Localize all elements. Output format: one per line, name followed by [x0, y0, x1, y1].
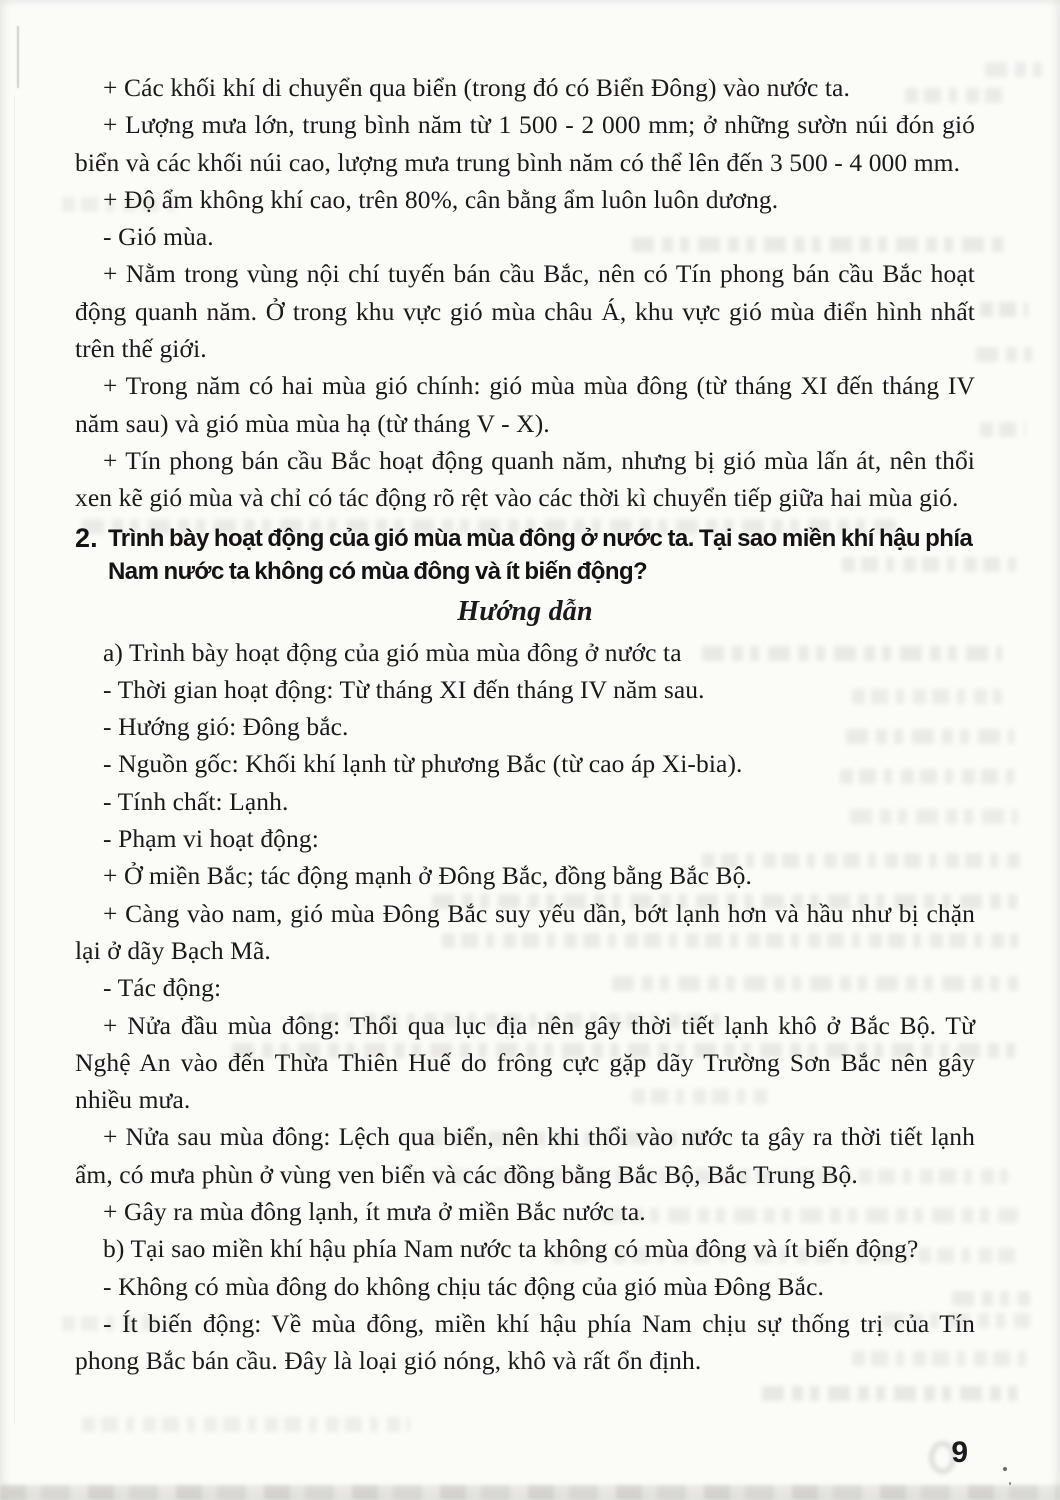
answer-paragraph: - Phạm vi hoạt động:	[103, 824, 319, 854]
intro-paragraph: - Gió mùa.	[103, 222, 214, 252]
scan-edge-mark	[14, 95, 15, 1425]
ink-speck	[1003, 1467, 1007, 1471]
question-text: Trình bày hoạt động của gió mùa mùa đông ở nước ta. Tại sao miền khí hậu phía Nam nước ta không có mùa đông và ít biến động?	[108, 524, 973, 586]
answer-paragraph: - Tính chất: Lạnh.	[103, 786, 289, 816]
intro-paragraph: + Trong năm có hai mùa gió chính: gió mùa mùa đông (từ tháng XI đến tháng IV năm sau) và gió mùa mùa hạ (từ tháng V - X).	[75, 371, 975, 438]
bleed-artifact	[980, 302, 1028, 317]
intro-paragraph: + Lượng mưa lớn, trung bình năm từ 1 500 - 2 000 mm; ở những sườn núi đón gió biển và các khối núi cao, lượng mưa trung bình năm có thể lên đến 3 500 - 4 000 mm.	[75, 110, 975, 177]
page-number: 9	[951, 1436, 968, 1469]
answer-paragraph: + Ở miền Bắc; tác động mạnh ở Đông Bắc, đồng bằng Bắc Bộ.	[103, 861, 752, 891]
answer-paragraph: b) Tại sao miền khí hậu phía Nam nước ta không có mùa đông và ít biến động?	[103, 1234, 919, 1264]
intro-paragraph: + Nằm trong vùng nội chí tuyến bán cầu Bắc, nên có Tín phong bán cầu Bắc hoạt động quanh năm. Ở trong khu vực gió mùa châu Á, khu vực gió mùa điển hình nhất trên thế giới.	[75, 259, 975, 364]
answer-paragraph: - Ít biến động: Về mùa đông, miền khí hậu phía Nam chịu sự thống trị của Tín phong Bắc bán cầu. Đây là loại gió nóng, khô và rất ổn định.	[75, 1308, 975, 1376]
ink-speck	[1009, 1482, 1011, 1485]
bleed-artifact	[976, 347, 1032, 362]
answer-paragraph: - Không có mùa đông do không chịu tác động của gió mùa Đông Bắc.	[103, 1271, 824, 1301]
guide-heading: Hướng dẫn	[457, 595, 593, 627]
question-heading	[75, 522, 975, 589]
answer-paragraph: - Tác động:	[103, 973, 222, 1003]
text-column	[75, 69, 975, 1380]
answer-paragraph: + Càng vào nam, gió mùa Đông Bắc suy yếu dần, bớt lạnh hơn và hầu như bị chặn lại ở dãy Bạch Mã.	[75, 898, 975, 965]
answer-paragraph: + Nửa đầu mùa đông: Thổi qua lục địa nên gây thời tiết lạnh khô ở Bắc Bộ. Từ Nghệ An vào đến Thừa Thiên Huế do frông cực gặp dãy Trường Sơn Bắc nên gây nhiều mưa.	[75, 1010, 975, 1115]
bleed-artifact	[762, 1386, 1020, 1401]
intro-paragraph: + Các khối khí di chuyển qua biển (trong đó có Biển Đông) vào nước ta.	[103, 73, 850, 102]
intro-paragraph: + Tín phong bán cầu Bắc hoạt động quanh năm, nhưng bị gió mùa lấn át, nên thổi xen kẽ gió mùa và chỉ có tác động rõ rệt vào các thời kì chuyển tiếp giữa hai mùa gió.	[75, 445, 975, 513]
scan-bottom-noise	[0, 1485, 1060, 1500]
bleed-artifact	[980, 422, 1026, 437]
bleed-artifact	[82, 1417, 410, 1432]
scan-edge-mark	[17, 26, 19, 88]
answer-paragraph: - Hướng gió: Đông bắc.	[103, 712, 349, 742]
intro-paragraph: + Độ ẩm không khí cao, trên 80%, cân bằng ẩm luôn luôn dương.	[103, 184, 779, 214]
answer-paragraph: + Gây ra mùa đông lạnh, ít mưa ở miền Bắc nước ta.	[103, 1197, 646, 1227]
answer-paragraph: - Nguồn gốc: Khối khí lạnh từ phương Bắc (từ cao áp Xi-bia).	[103, 749, 743, 779]
answer-paragraph: a) Trình bày hoạt động của gió mùa mùa đông ở nước ta	[103, 637, 682, 667]
answer-paragraph: - Thời gian hoạt động: Từ tháng XI đến tháng IV năm sau.	[103, 674, 705, 704]
bleed-artifact	[985, 62, 1043, 77]
question-number: 2.	[75, 522, 98, 553]
answer-paragraph: + Nửa sau mùa đông: Lệch qua biển, nên khi thổi vào nước ta gây ra thời tiết lạnh ẩm, có mưa phùn ở vùng ven biển và các đồng bằng Bắc Bộ, Bắc Trung Bộ.	[75, 1122, 975, 1189]
